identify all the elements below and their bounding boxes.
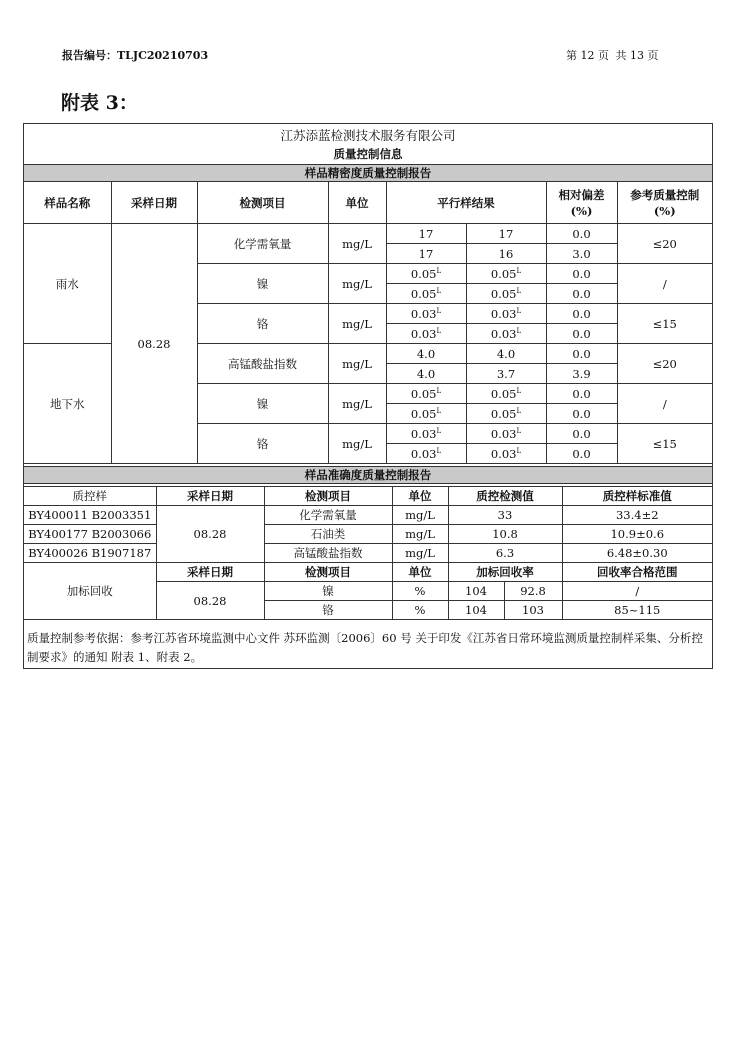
spike-recovery-label: 加标回收 xyxy=(24,563,156,620)
qc-report-frame xyxy=(23,123,713,669)
parallel-a: 17 xyxy=(386,244,466,264)
unit: mg/L xyxy=(328,264,386,304)
qc-measured-value: 10.8 xyxy=(448,525,562,544)
sampling-date: 08.28 xyxy=(156,506,264,563)
test-item: 铬 xyxy=(197,304,328,344)
parallel-b: $0.05^L$ xyxy=(466,384,546,404)
table-row xyxy=(24,544,712,563)
parallel-b: 3.7 xyxy=(466,364,546,384)
unit: mg/L xyxy=(392,544,448,563)
parallel-b: $0.03^L$ xyxy=(466,444,546,464)
test-item: 镍 xyxy=(197,264,328,304)
recovery-2: 103 xyxy=(504,601,562,620)
parallel-a: $0.03^L$ xyxy=(386,304,466,324)
qc-sample-id: BY400026 B1907187 xyxy=(24,544,156,563)
qc-reference-note: 质量控制参考依据：参考江苏省环境监测中心文件 苏环监测〔2006〕60 号 关于印发《江苏省日常环境监测质量控制样采集、分析控制要求》的通知 附表 1、附表 2。 xyxy=(27,631,703,664)
unit: mg/L xyxy=(328,424,386,464)
header-qc-sample: 质控样 xyxy=(24,487,156,506)
test-item: 镍 xyxy=(197,384,328,424)
reference-limit: ≤20 xyxy=(617,224,712,264)
test-item: 化学需氧量 xyxy=(197,224,328,264)
unit: mg/L xyxy=(392,525,448,544)
test-item: 镍 xyxy=(264,582,392,601)
reference-limit: ≤20 xyxy=(617,344,712,384)
header-sampling-date: 采样日期 xyxy=(111,182,197,224)
relative-deviation: 0.0 xyxy=(546,384,617,404)
test-item: 石油类 xyxy=(264,525,392,544)
unit: mg/L xyxy=(392,506,448,525)
header-sampling-date: 采样日期 xyxy=(156,487,264,506)
test-item: 铬 xyxy=(264,601,392,620)
qc-standard-value: 33.4±2 xyxy=(562,506,712,525)
page-indicator xyxy=(566,47,662,63)
test-item: 高锰酸盐指数 xyxy=(264,544,392,563)
sample-name-rain: 雨水 xyxy=(24,224,111,344)
recovery-1: 104 xyxy=(448,601,504,620)
unit: % xyxy=(392,601,448,620)
reference-limit: / xyxy=(617,264,712,304)
sampling-date: 08.28 xyxy=(156,582,264,620)
recovery-range: 85~115 xyxy=(562,601,712,620)
header-recovery-range: 回收率合格范围 xyxy=(562,563,712,582)
precision-section-title: 样品精密度质量控制报告 xyxy=(24,164,712,182)
parallel-b: $0.03^L$ xyxy=(466,304,546,324)
header-sample-name: 样品名称 xyxy=(24,182,111,224)
recovery-2: 92.8 xyxy=(504,582,562,601)
header-relative-deviation: 相对偏差 (%) xyxy=(546,182,617,224)
header-reference-control: 参考质量控制 (%) xyxy=(617,182,712,224)
qc-measured-value: 33 xyxy=(448,506,562,525)
header-unit: 单位 xyxy=(392,563,448,582)
company-name: 江苏添蓝检测技术服务有限公司 xyxy=(280,128,456,143)
parallel-b: $0.05^L$ xyxy=(466,284,546,304)
parallel-a: $0.03^L$ xyxy=(386,444,466,464)
parallel-a: $0.03^L$ xyxy=(386,424,466,444)
reference-limit: ≤15 xyxy=(617,424,712,464)
page-current: 第 12 页 xyxy=(566,49,609,62)
parallel-a: $0.05^L$ xyxy=(386,384,466,404)
header-unit: 单位 xyxy=(328,182,386,224)
page-total: 共 13 页 xyxy=(615,49,659,62)
header-qc-measured: 质控检测值 xyxy=(448,487,562,506)
header-sampling-date: 采样日期 xyxy=(156,563,264,582)
accuracy-header-row xyxy=(24,487,712,506)
attachment-title: 附表 3： xyxy=(61,92,138,114)
unit: % xyxy=(392,582,448,601)
relative-deviation: 0.0 xyxy=(546,284,617,304)
accuracy-table xyxy=(24,486,712,620)
relative-deviation: 0.0 xyxy=(546,444,617,464)
parallel-a: $0.03^L$ xyxy=(386,324,466,344)
parallel-a: 17 xyxy=(386,224,466,244)
parallel-b: 17 xyxy=(466,224,546,244)
relative-deviation: 0.0 xyxy=(546,424,617,444)
unit: mg/L xyxy=(328,304,386,344)
header-qc-standard: 质控样标准值 xyxy=(562,487,712,506)
report-number: 报告编号：TLJC20210703 xyxy=(62,49,209,62)
relative-deviation: 0.0 xyxy=(546,304,617,324)
sampling-date: 08.28 xyxy=(111,224,197,464)
qc-sample-id: BY400177 B2003066 xyxy=(24,525,156,544)
relative-deviation: 0.0 xyxy=(546,224,617,244)
parallel-b: $0.05^L$ xyxy=(466,264,546,284)
test-item: 铬 xyxy=(197,424,328,464)
qc-measured-value: 6.3 xyxy=(448,544,562,563)
table-row xyxy=(24,525,712,544)
relative-deviation: 0.0 xyxy=(546,344,617,364)
table-row xyxy=(24,506,712,525)
test-item: 化学需氧量 xyxy=(264,506,392,525)
spike-header-row xyxy=(24,563,712,582)
parallel-b: $0.05^L$ xyxy=(466,404,546,424)
table-row xyxy=(24,224,712,244)
unit: mg/L xyxy=(328,344,386,384)
parallel-a: 4.0 xyxy=(386,364,466,384)
relative-deviation: 3.9 xyxy=(546,364,617,384)
parallel-b: 4.0 xyxy=(466,344,546,364)
relative-deviation: 3.0 xyxy=(546,244,617,264)
relative-deviation: 0.0 xyxy=(546,404,617,424)
header-test-item: 检测项目 xyxy=(264,487,392,506)
test-item: 高锰酸盐指数 xyxy=(197,344,328,384)
relative-deviation: 0.0 xyxy=(546,264,617,284)
qc-standard-value: 10.9±0.6 xyxy=(562,525,712,544)
recovery-range: / xyxy=(562,582,712,601)
header-test-item: 检测项目 xyxy=(197,182,328,224)
parallel-a: $0.05^L$ xyxy=(386,284,466,304)
precision-header-row xyxy=(24,182,712,224)
qc-standard-value: 6.48±0.30 xyxy=(562,544,712,563)
qc-sample-id: BY400011 B2003351 xyxy=(24,506,156,525)
parallel-b: 16 xyxy=(466,244,546,264)
header-parallel-result: 平行样结果 xyxy=(386,182,546,224)
relative-deviation: 0.0 xyxy=(546,324,617,344)
parallel-b: $0.03^L$ xyxy=(466,424,546,444)
reference-limit: ≤15 xyxy=(617,304,712,344)
recovery-1: 104 xyxy=(448,582,504,601)
precision-table xyxy=(24,181,712,464)
unit: mg/L xyxy=(328,384,386,424)
parallel-a: $0.05^L$ xyxy=(386,264,466,284)
header-test-item: 检测项目 xyxy=(264,563,392,582)
accuracy-section-title: 样品准确度质量控制报告 xyxy=(24,466,712,484)
parallel-a: $0.05^L$ xyxy=(386,404,466,424)
header-unit: 单位 xyxy=(392,487,448,506)
parallel-b: $0.03^L$ xyxy=(466,324,546,344)
unit: mg/L xyxy=(328,224,386,264)
header-spike-recovery: 加标回收率 xyxy=(448,563,562,582)
qc-info-title: 质量控制信息 xyxy=(333,147,403,161)
parallel-a: 4.0 xyxy=(386,344,466,364)
sample-name-groundwater: 地下水 xyxy=(24,344,111,464)
reference-limit: / xyxy=(617,384,712,424)
